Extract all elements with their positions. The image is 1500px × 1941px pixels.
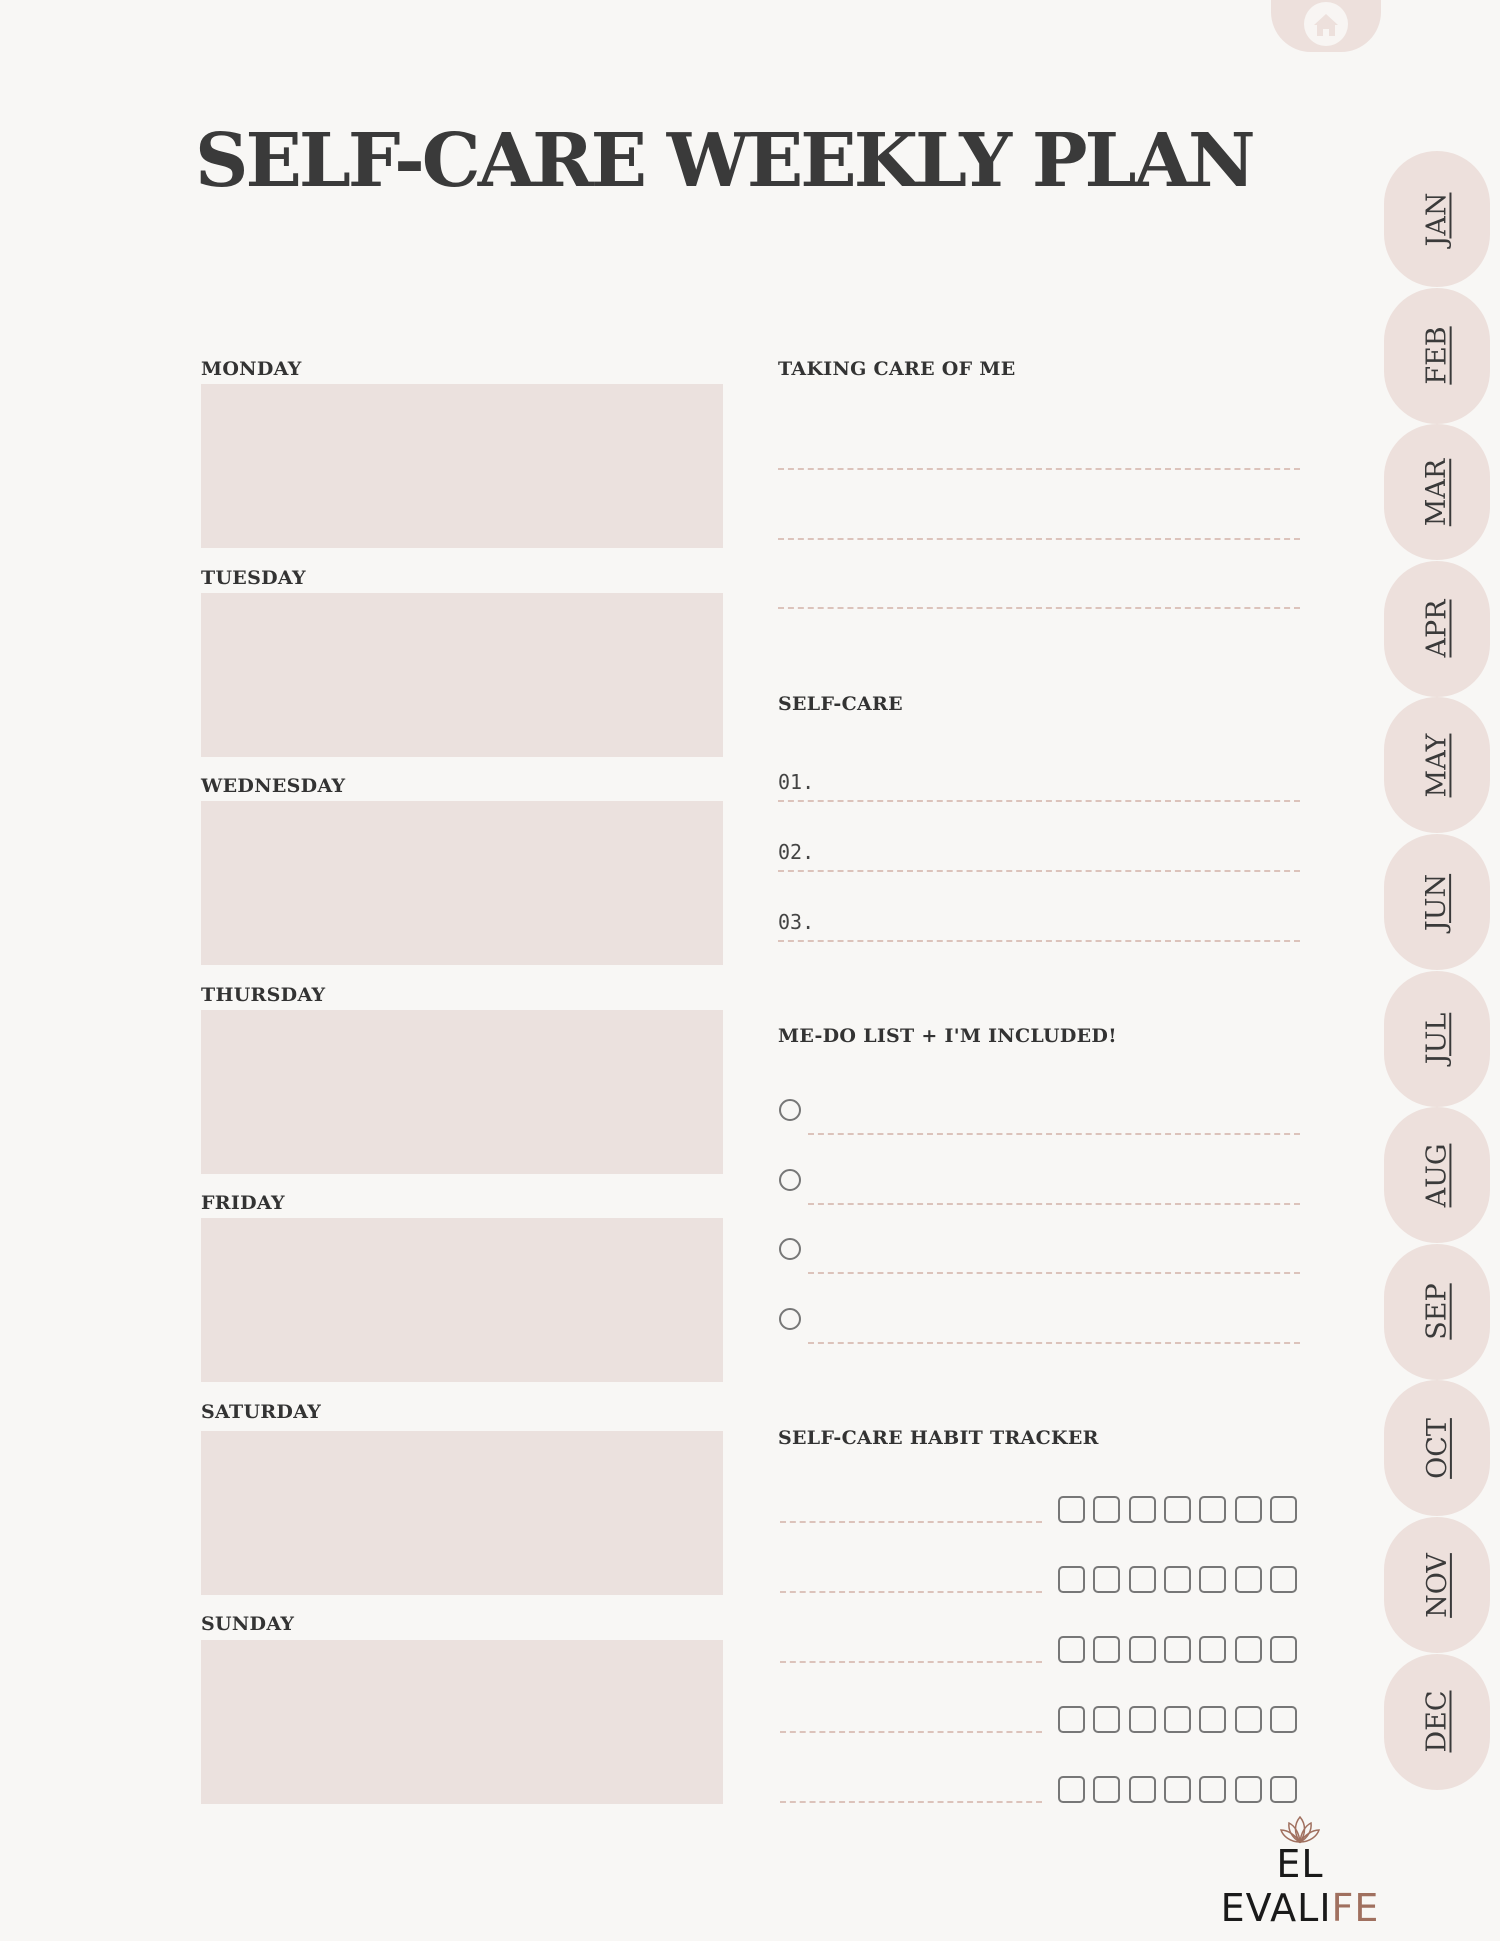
page-title: SELF-CARE WEEKLY PLAN (195, 118, 1253, 204)
month-tab-oct[interactable] (1384, 1380, 1490, 1516)
habit-checkbox[interactable] (1199, 1776, 1226, 1803)
write-line[interactable] (778, 607, 1300, 609)
habit-name-line[interactable] (780, 1591, 1042, 1593)
habit-checkbox[interactable] (1164, 1496, 1191, 1523)
section-title-me-do: ME-DO LIST + I'M INCLUDED! (778, 1025, 1117, 1047)
brand-name-prefix: EL (1276, 1842, 1324, 1886)
todo-line[interactable] (808, 1203, 1300, 1205)
habit-checkbox[interactable] (1235, 1636, 1262, 1663)
habit-checkbox[interactable] (1058, 1566, 1085, 1593)
habit-checkbox[interactable] (1270, 1776, 1297, 1803)
habit-checkbox[interactable] (1235, 1776, 1262, 1803)
habit-checkbox[interactable] (1270, 1636, 1297, 1663)
home-tab[interactable] (1271, 0, 1381, 52)
habit-checkbox[interactable] (1235, 1496, 1262, 1523)
day-label-tuesday: TUESDAY (201, 567, 306, 589)
day-box-friday[interactable] (201, 1218, 723, 1382)
habit-checkbox[interactable] (1093, 1636, 1120, 1663)
month-label: JUN (1421, 873, 1453, 931)
day-box-thursday[interactable] (201, 1010, 723, 1174)
habit-checkbox[interactable] (1129, 1776, 1156, 1803)
habit-name-line[interactable] (780, 1731, 1042, 1733)
month-tab-dec[interactable] (1384, 1654, 1490, 1790)
month-tab-nov[interactable] (1384, 1517, 1490, 1653)
month-tab-apr[interactable] (1384, 561, 1490, 697)
brand-logo (1195, 1814, 1405, 1930)
habit-name-line[interactable] (780, 1801, 1042, 1803)
todo-checkbox[interactable] (779, 1238, 801, 1260)
habit-checkbox[interactable] (1270, 1566, 1297, 1593)
habit-checkbox[interactable] (1058, 1776, 1085, 1803)
day-label-monday: MONDAY (201, 358, 302, 380)
month-tab-mar[interactable] (1384, 424, 1490, 560)
section-title-self-care: SELF-CARE (778, 693, 903, 715)
month-label: MAR (1421, 458, 1453, 526)
self-care-line-1[interactable] (778, 800, 1300, 802)
habit-checkbox[interactable] (1270, 1706, 1297, 1733)
habit-checkbox[interactable] (1164, 1636, 1191, 1663)
month-label: APR (1421, 599, 1453, 658)
write-line[interactable] (778, 468, 1300, 470)
brand-name-suffix: FE (1331, 1886, 1380, 1930)
todo-line[interactable] (808, 1342, 1300, 1344)
section-title-tracker: SELF-CARE HABIT TRACKER (778, 1427, 1099, 1449)
self-care-number-1: 01. (778, 770, 815, 794)
habit-name-line[interactable] (780, 1661, 1042, 1663)
habit-name-line[interactable] (780, 1521, 1042, 1523)
month-tab-aug[interactable] (1384, 1107, 1490, 1243)
habit-checkbox[interactable] (1164, 1566, 1191, 1593)
write-line[interactable] (778, 538, 1300, 540)
habit-checkbox[interactable] (1093, 1566, 1120, 1593)
day-box-saturday[interactable] (201, 1431, 723, 1595)
habit-checkbox[interactable] (1164, 1776, 1191, 1803)
day-box-tuesday[interactable] (201, 593, 723, 757)
habit-checkbox[interactable] (1129, 1496, 1156, 1523)
todo-checkbox[interactable] (779, 1308, 801, 1330)
month-label: JUL (1421, 1012, 1453, 1065)
day-label-thursday: THURSDAY (201, 984, 326, 1006)
habit-checkbox[interactable] (1164, 1706, 1191, 1733)
habit-checkbox[interactable] (1199, 1636, 1226, 1663)
habit-checkbox[interactable] (1129, 1566, 1156, 1593)
month-tab-jul[interactable] (1384, 971, 1490, 1107)
month-tab-jan[interactable] (1384, 151, 1490, 287)
habit-checkbox[interactable] (1129, 1636, 1156, 1663)
todo-checkbox[interactable] (779, 1169, 801, 1191)
day-box-sunday[interactable] (201, 1640, 723, 1804)
habit-checkbox[interactable] (1199, 1706, 1226, 1733)
todo-line[interactable] (808, 1133, 1300, 1135)
habit-checkbox[interactable] (1093, 1776, 1120, 1803)
habit-checkbox[interactable] (1129, 1706, 1156, 1733)
habit-checkbox[interactable] (1058, 1706, 1085, 1733)
brand-name (1195, 1842, 1405, 1930)
day-label-saturday: SATURDAY (201, 1401, 322, 1423)
self-care-number-3: 03. (778, 910, 815, 934)
habit-checkbox[interactable] (1199, 1496, 1226, 1523)
day-box-monday[interactable] (201, 384, 723, 548)
month-label: OCT (1421, 1417, 1453, 1479)
day-label-wednesday: WEDNESDAY (201, 775, 346, 797)
month-label: JAN (1421, 192, 1453, 246)
month-tab-sep[interactable] (1384, 1244, 1490, 1380)
home-icon (1303, 2, 1349, 46)
day-box-wednesday[interactable] (201, 801, 723, 965)
habit-checkbox[interactable] (1199, 1566, 1226, 1593)
month-tab-may[interactable] (1384, 697, 1490, 833)
month-label: SEP (1421, 1283, 1453, 1340)
day-label-friday: FRIDAY (201, 1192, 285, 1214)
todo-line[interactable] (808, 1272, 1300, 1274)
month-label: NOV (1421, 1552, 1453, 1618)
habit-checkbox[interactable] (1093, 1706, 1120, 1733)
month-label: AUG (1421, 1143, 1453, 1208)
habit-checkbox[interactable] (1270, 1496, 1297, 1523)
day-label-sunday: SUNDAY (201, 1613, 295, 1635)
self-care-line-3[interactable] (778, 940, 1300, 942)
brand-name-middle: EVALI (1220, 1886, 1332, 1930)
habit-checkbox[interactable] (1235, 1706, 1262, 1733)
month-label: MAY (1421, 733, 1453, 798)
self-care-number-2: 02. (778, 840, 815, 864)
habit-checkbox[interactable] (1093, 1496, 1120, 1523)
todo-checkbox[interactable] (779, 1099, 801, 1121)
self-care-line-2[interactable] (778, 870, 1300, 872)
month-tab-jun[interactable] (1384, 834, 1490, 970)
habit-checkbox[interactable] (1235, 1566, 1262, 1593)
habit-checkbox[interactable] (1058, 1636, 1085, 1663)
habit-checkbox[interactable] (1058, 1496, 1085, 1523)
month-label: DEC (1421, 1690, 1453, 1753)
section-title-taking-care: TAKING CARE OF ME (778, 358, 1016, 380)
month-label: FEB (1421, 326, 1453, 385)
month-tab-feb[interactable] (1384, 288, 1490, 424)
